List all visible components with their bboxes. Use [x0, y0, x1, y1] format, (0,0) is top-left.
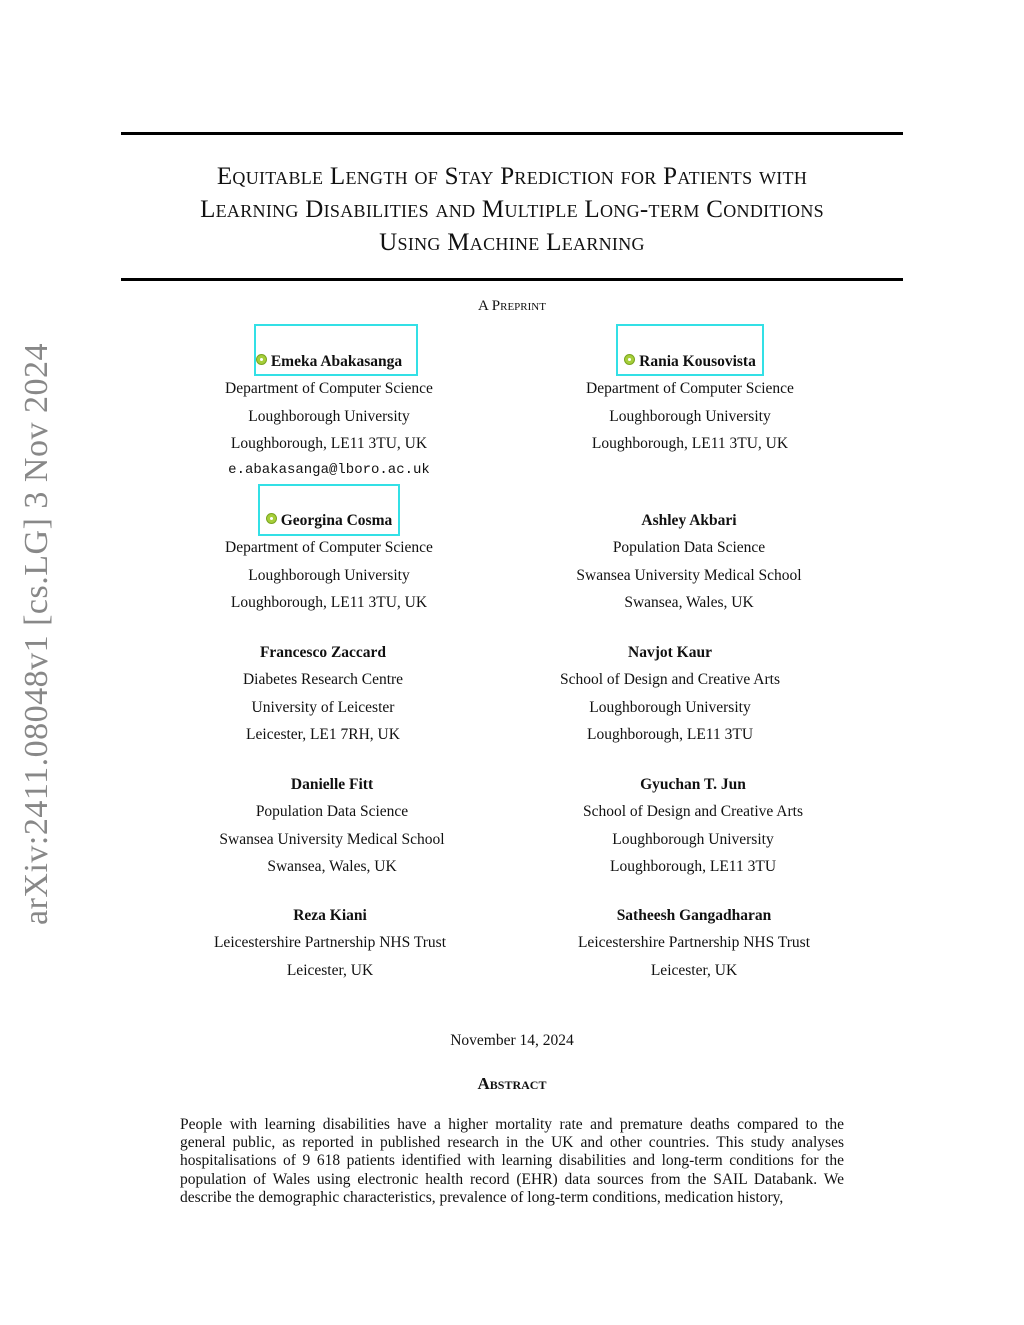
author-department: School of Design and Creative Arts — [583, 803, 803, 821]
author-name: Reza Kiani — [293, 907, 367, 924]
author-institution: Loughborough University — [589, 698, 751, 716]
author-block — [150, 902, 510, 984]
author-block — [514, 902, 874, 984]
author-institution: University of Leicester — [251, 698, 395, 716]
author-institution: Loughborough University — [612, 830, 774, 848]
author-institution: Loughborough University — [248, 407, 410, 425]
author-address: Loughborough, LE11 3TU — [609, 857, 777, 875]
author-address: Loughborough, LE11 3TU — [586, 725, 754, 743]
author-name: Satheesh Gangadharan — [616, 907, 772, 924]
author-block — [490, 639, 850, 748]
author-block — [143, 639, 503, 748]
author-department: Diabetes Research Centre — [242, 671, 404, 689]
author-department: Department of Computer Science — [225, 380, 433, 398]
author-block — [509, 507, 869, 616]
author-department: Department of Computer Science — [225, 539, 433, 557]
author-address: Loughborough, LE11 3TU, UK — [591, 434, 789, 452]
author-name: Gyuchan T. Jun — [640, 776, 746, 793]
title-rule-top — [121, 132, 903, 135]
abstract-text: People with learning disabilities have a higher mortality rate and premature deaths compared to the general public, as reported in published research in the UK and other countries. This study analyses hospitalisations of 9 618 patients identified with learning disabilities and long-term conditions for the population of Wales using electronic health record (EHR) data sources from the SAIL Databank. We describe the demographic characteristics, prevalence of long-term conditions, medication history, — [180, 1116, 844, 1206]
abstract-heading: Abstract — [477, 1074, 547, 1093]
author-name: Danielle Fitt — [290, 776, 374, 793]
author-name[interactable]: Emeka Abakasanga — [149, 348, 509, 375]
author-address: Leicester, UK — [286, 961, 374, 979]
author-address: Swansea, Wales, UK — [624, 593, 754, 611]
title-line: Using Machine Learning — [379, 229, 645, 256]
author-name[interactable]: Georgina Cosma — [149, 507, 509, 534]
author-block — [513, 771, 873, 880]
orcid-link-box[interactable] — [258, 484, 400, 536]
arxiv-identifier: arXiv:2411.08048v1 [cs.LG] 3 Nov 2024 — [18, 343, 55, 925]
author-department: Department of Computer Science — [586, 380, 794, 398]
author-name: Ashley Akbari — [641, 512, 737, 529]
title-line: Learning Disabilities and Multiple Long-term Conditions — [200, 196, 824, 223]
author-address: Leicester, UK — [650, 961, 738, 979]
author-email[interactable]: e.abakasanga@lboro.ac.uk — [228, 462, 430, 479]
author-institution: Swansea University Medical School — [576, 566, 802, 584]
author-address: Loughborough, LE11 3TU, UK — [230, 593, 428, 611]
title-line: Equitable Length of Stay Prediction for Patients with — [216, 163, 808, 190]
author-affiliation: Leicestershire Partnership NHS Trust — [577, 934, 811, 952]
author-name[interactable]: Rania Kousovista — [510, 348, 870, 375]
title-rule-bottom — [121, 278, 903, 281]
author-address: Swansea, Wales, UK — [267, 857, 397, 875]
author-department: School of Design and Creative Arts — [560, 671, 780, 689]
author-name: Francesco Zaccard — [259, 644, 387, 661]
author-institution: Swansea University Medical School — [219, 830, 445, 848]
author-department: Population Data Science — [255, 803, 409, 821]
author-institution: Loughborough University — [248, 566, 410, 584]
paper-title — [121, 160, 903, 259]
author-institution: Loughborough University — [609, 407, 771, 425]
author-department: Population Data Science — [612, 539, 766, 557]
publication-date: November 14, 2024 — [450, 1032, 574, 1049]
author-block — [152, 771, 512, 880]
orcid-link-box[interactable] — [254, 324, 418, 376]
author-name: Navjot Kaur — [628, 644, 712, 661]
orcid-link-box[interactable] — [616, 324, 764, 376]
author-address: Loughborough, LE11 3TU, UK — [230, 434, 428, 452]
author-affiliation: Leicestershire Partnership NHS Trust — [213, 934, 447, 952]
author-address: Leicester, LE1 7RH, UK — [246, 725, 400, 743]
preprint-label: A Preprint — [478, 298, 546, 314]
